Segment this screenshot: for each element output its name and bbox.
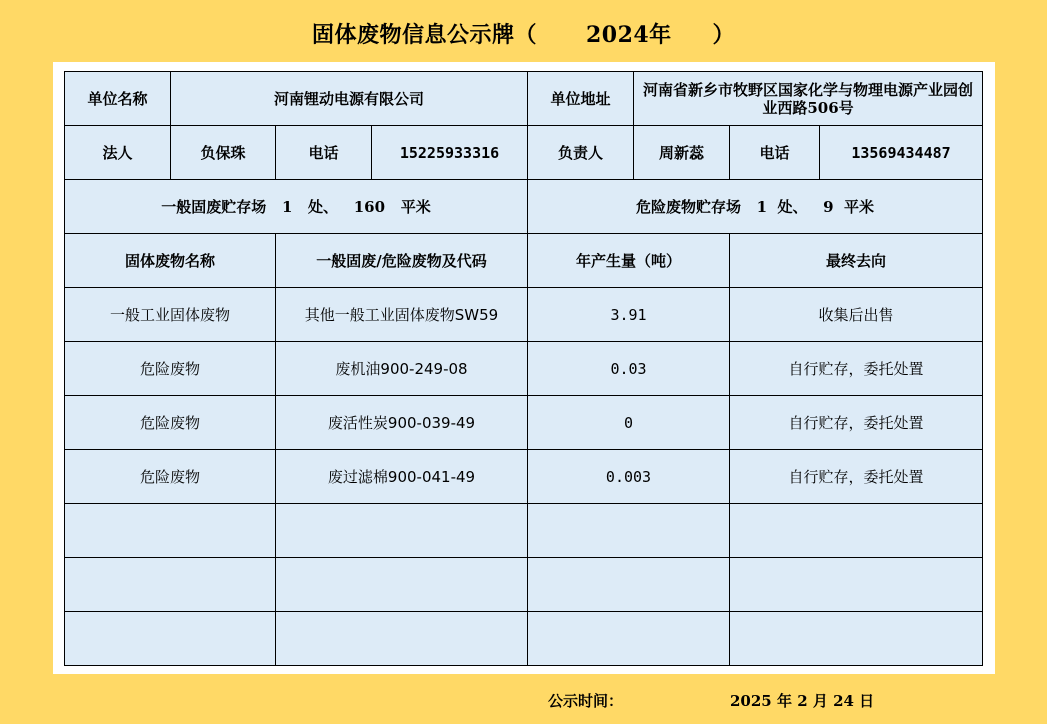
table-row (65, 450, 983, 504)
table-row (65, 396, 983, 450)
publish-time-label: 公示时间： (548, 692, 624, 710)
destination-cell (730, 504, 983, 558)
waste-name-cell: 一般工业固体废物 (65, 288, 276, 342)
waste-name-cell (65, 558, 276, 612)
annual-amount-cell (528, 558, 730, 612)
unit-address-value: 河南省新乡市牧野区国家化学与物理电源产业园创业西路506号 (634, 72, 983, 126)
unit-address-label: 单位地址 (528, 72, 634, 126)
waste-name-cell: 危险废物 (65, 396, 276, 450)
annual-amount-cell: 0 (528, 396, 730, 450)
header-destination: 最终去向 (730, 234, 983, 288)
contact-row (65, 126, 983, 180)
waste-name-cell: 危险废物 (65, 450, 276, 504)
phone-value-2: 13569434487 (820, 126, 983, 180)
waste-name-cell (65, 504, 276, 558)
waste-name-cell: 危险废物 (65, 342, 276, 396)
phone-label-1: 电话 (276, 126, 372, 180)
legal-rep-label: 法人 (65, 126, 171, 180)
annual-amount-cell: 3.91 (528, 288, 730, 342)
storage-row (65, 180, 983, 234)
header-row (65, 234, 983, 288)
publish-date: 2025 年 2 月 24 日 (730, 692, 875, 710)
waste-code-cell (276, 558, 528, 612)
waste-code-cell: 废过滤棉900-041-49 (276, 450, 528, 504)
table-row (65, 342, 983, 396)
table-row (65, 612, 983, 666)
annual-amount-cell (528, 612, 730, 666)
destination-cell (730, 612, 983, 666)
table-row (65, 558, 983, 612)
header-waste-code: 一般固废/危险废物及代码 (276, 234, 528, 288)
annual-amount-cell: 0.03 (528, 342, 730, 396)
destination-cell: 自行贮存，委托处置 (730, 450, 983, 504)
table-row (65, 504, 983, 558)
waste-name-cell (65, 612, 276, 666)
destination-cell: 自行贮存，委托处置 (730, 342, 983, 396)
page-title: 固体废物信息公示牌（ 2024年 ） (312, 22, 735, 48)
annual-amount-cell: 0.003 (528, 450, 730, 504)
phone-value-1: 15225933316 (372, 126, 528, 180)
unit-name-value: 河南锂动电源有限公司 (171, 72, 528, 126)
annual-amount-cell (528, 504, 730, 558)
responsible-label: 负责人 (528, 126, 634, 180)
header-annual-amount: 年产生量（吨） (528, 234, 730, 288)
waste-code-cell: 废活性炭900-039-49 (276, 396, 528, 450)
destination-cell: 收集后出售 (730, 288, 983, 342)
phone-label-2: 电话 (730, 126, 820, 180)
destination-cell (730, 558, 983, 612)
legal-rep-value: 负保珠 (171, 126, 276, 180)
destination-cell: 自行贮存，委托处置 (730, 396, 983, 450)
header-waste-name: 固体废物名称 (65, 234, 276, 288)
waste-code-cell (276, 504, 528, 558)
unit-row (65, 72, 983, 126)
waste-code-cell: 废机油900-249-08 (276, 342, 528, 396)
unit-name-label: 单位名称 (65, 72, 171, 126)
responsible-value: 周新蕊 (634, 126, 730, 180)
waste-code-cell: 其他一般工业固体废物SW59 (276, 288, 528, 342)
hazardous-storage-info: 危险废物贮存场 1 处、 9 平米 (528, 180, 983, 234)
waste-code-cell (276, 612, 528, 666)
table-row (65, 288, 983, 342)
info-table (64, 71, 983, 666)
general-storage-info: 一般固废贮存场 1 处、 160 平米 (65, 180, 528, 234)
